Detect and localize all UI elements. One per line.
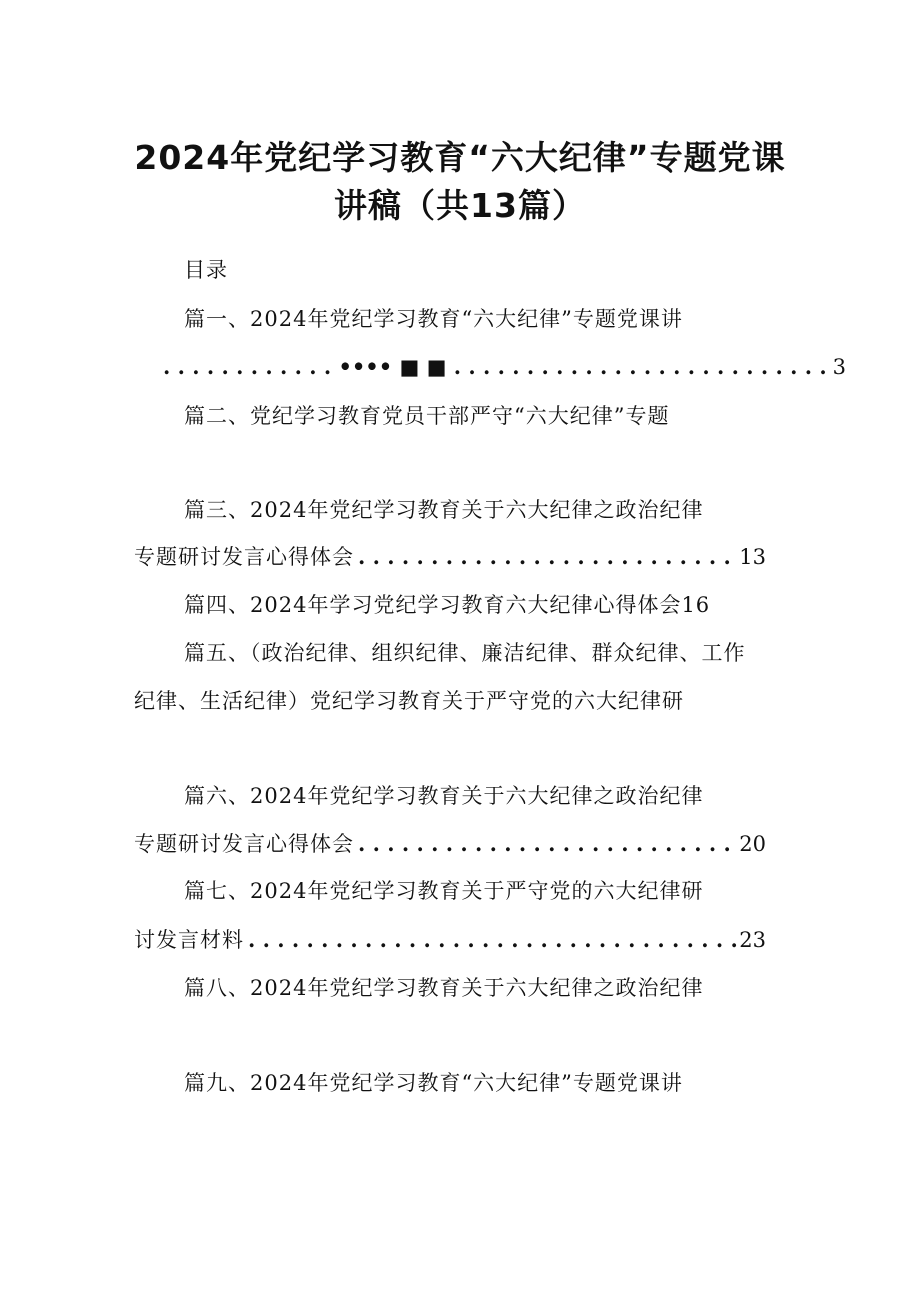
toc-entry-3-line1[interactable]: 篇三、2024年党纪学习教育关于六大纪律之政治纪律 <box>184 498 704 522</box>
toc-heading: 目录 <box>184 258 228 282</box>
toc-entry-1-line1[interactable]: 篇一、2024年党纪学习教育“六大纪律”专题党课讲 <box>184 307 683 331</box>
toc-entry-7-dots <box>248 926 737 954</box>
toc-entry-3-leader-row[interactable] <box>134 543 766 571</box>
toc-entry-5-line2[interactable]: 纪律、生活纪律）党纪学习教育关于严守党的六大纪律研 <box>134 689 684 713</box>
document-title-line2: 讲稿（共13篇） <box>334 186 586 225</box>
toc-entry-5-line1[interactable]: 篇五、（政治纪律、组织纪律、廉洁纪律、群众纪律、工作 <box>184 641 746 665</box>
document-title-line1: 2024年党纪学习教育“六大纪律”专题党课 <box>134 138 786 177</box>
toc-entry-8-line1[interactable]: 篇八、2024年党纪学习教育关于六大纪律之政治纪律 <box>184 976 704 1000</box>
toc-entry-3-line2: 专题研讨发言心得体会 <box>134 545 354 569</box>
toc-entry-6-line1[interactable]: 篇六、2024年党纪学习教育关于六大纪律之政治纪律 <box>184 784 704 808</box>
toc-entry-1-page: 3 <box>832 355 847 379</box>
toc-entry-3-dots <box>358 543 737 571</box>
toc-entry-2-line1[interactable]: 篇二、党纪学习教育党员干部严守“六大纪律”专题 <box>184 404 670 428</box>
toc-entry-7-line2: 讨发言材料 <box>134 928 244 952</box>
toc-entry-1-leader: . . . . . . . . . . . . •••• ■ ■ . . . . . . . . . . . . . . . . . . . . . . . . . . <box>163 354 827 379</box>
toc-entry-9-line1[interactable]: 篇九、2024年党纪学习教育“六大纪律”专题党课讲 <box>184 1071 683 1095</box>
toc-entry-7-line1[interactable]: 篇七、2024年党纪学习教育关于严守党的六大纪律研 <box>184 879 704 903</box>
toc-entry-3-page: 13 <box>739 545 766 569</box>
toc-entry-6-leader-row[interactable] <box>134 830 766 858</box>
toc-entry-6-line2: 专题研讨发言心得体会 <box>134 832 354 856</box>
toc-entry-7-page: 23 <box>739 928 766 952</box>
toc-entry-6-dots <box>358 830 737 858</box>
toc-entry-4-line1[interactable]: 篇四、2024年学习党纪学习教育六大纪律心得体会16 <box>184 593 711 617</box>
toc-entry-7-leader-row[interactable] <box>134 926 766 954</box>
toc-entry-6-page: 20 <box>739 832 766 856</box>
toc-entry-1-leader-row[interactable] <box>163 353 847 381</box>
